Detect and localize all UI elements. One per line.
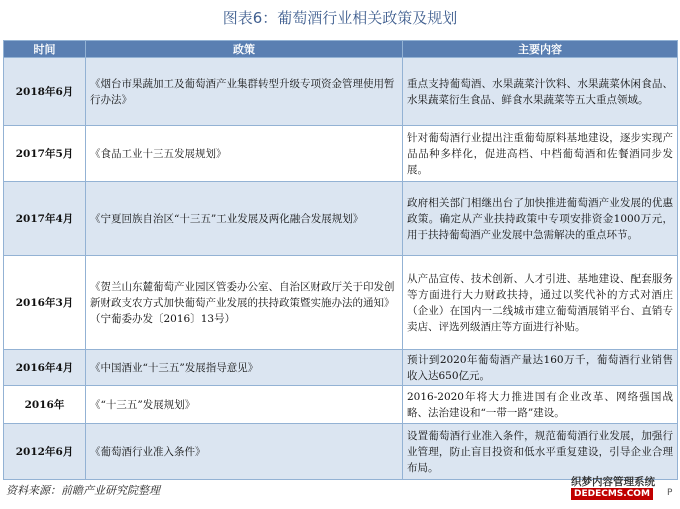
row-content: 从产品宣传、技术创新、人才引进、基地建设、配套服务等方面进行大力财政扶持，通过以奖代补的方式对酒庄（企业）在国内一二线城市建立葡萄酒展销平台、直销专卖店、评选列级酒庄等方面进行补贴。 [403,256,678,350]
table-row [4,256,678,350]
row-content: 2016-2020年将大力推进国有企业改革、网络强国战略、法治建设和“一带一路”建设。 [403,386,678,424]
header-time: 时间 [4,41,86,58]
row-time: 2016年4月 [4,350,86,386]
figure-title: 图表6：葡萄酒行业相关政策及规划 [222,9,458,27]
table-row [4,58,678,126]
row-content: 针对葡萄酒行业提出注重葡萄原料基地建设，逐步实现产品品种多样化，促进高档、中档葡萄酒和佐餐酒同步发展。 [403,126,678,182]
table-header-row [4,41,678,58]
row-time: 2012年6月 [4,424,86,480]
source-note: 资料来源：前瞻产业研究院整理 [6,484,160,497]
row-content: 政府相关部门相继出台了加快推进葡萄酒产业发展的优惠政策。确定从产业扶持政策中专项安排资金1000万元，用于扶持葡萄酒产业发展中急需解决的重点环节。 [403,182,678,256]
watermark-logo: 织梦内容管理系统 [571,476,655,488]
table-row [4,386,678,424]
header-policy: 政策 [86,41,403,58]
table-row [4,424,678,480]
policy-table [3,40,678,480]
row-time: 2016年3月 [4,256,86,350]
header-content: 主要内容 [403,41,678,58]
row-policy: 《宁夏回族自治区“十三五”工业发展及两化融合发展规划》 [86,182,403,256]
watermark-suffix: P [667,488,673,498]
row-content: 设置葡萄酒行业准入条件，规范葡萄酒行业发展，加强行业管理，防止盲目投资和低水平重复建设，引导企业合理布局。 [403,424,678,480]
row-policy: 《贺兰山东麓葡萄产业园区管委办公室、自治区财政厅关于印发创新财政支农方式加快葡萄产业发展的扶持政策暨实施办法的通知》（宁葡委办发〔2016〕13号） [86,256,403,350]
row-content: 预计到2020年葡萄酒产量达160万千，葡萄酒行业销售收入达650亿元。 [403,350,678,386]
row-time: 2018年6月 [4,58,86,126]
table-row [4,126,678,182]
row-time: 2016年 [4,386,86,424]
table-row [4,350,678,386]
row-policy: 《烟台市果蔬加工及葡萄酒产业集群转型升级专项资金管理使用暂行办法》 [86,58,403,126]
row-time: 2017年5月 [4,126,86,182]
row-content: 重点支持葡萄酒、水果蔬菜汁饮料、水果蔬菜休闲食品、水果蔬菜衍生食品、鲜食水果蔬菜等五大重点领域。 [403,58,678,126]
table-row [4,182,678,256]
row-time: 2017年4月 [4,182,86,256]
watermark-url: DEDECMS.COM [571,488,653,500]
row-policy: 《食品工业十三五发展规划》 [86,126,403,182]
row-policy: 《“十三五”发展规划》 [86,386,403,424]
row-policy: 《中国酒业“十三五”发展指导意见》 [86,350,403,386]
row-policy: 《葡萄酒行业准入条件》 [86,424,403,480]
